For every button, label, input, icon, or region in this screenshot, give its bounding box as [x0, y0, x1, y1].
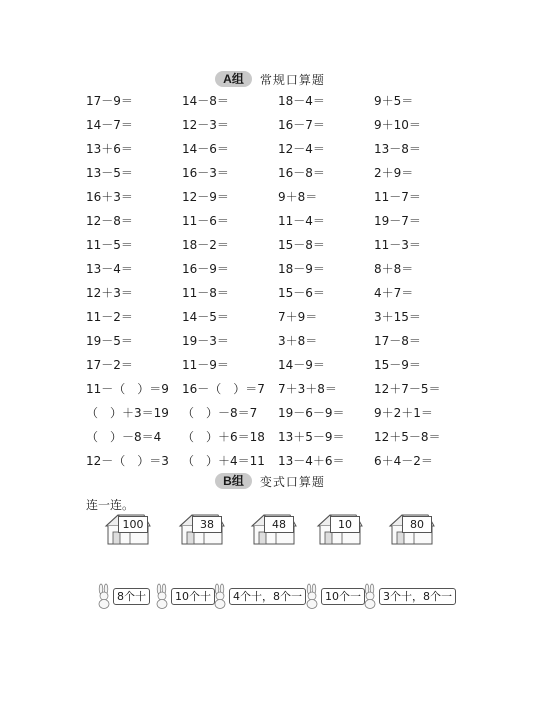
math-problem: 11－4＝ — [278, 213, 325, 228]
math-problem: 11－9＝ — [182, 357, 229, 372]
math-problem: 19－6－9＝ — [278, 405, 345, 420]
rabbit-card — [304, 583, 365, 609]
house — [250, 512, 296, 546]
house — [104, 512, 150, 546]
math-problem: 17－2＝ — [86, 357, 133, 372]
math-problem: 15－6＝ — [278, 285, 325, 300]
card-label: 10个十 — [171, 588, 215, 605]
section-a-badge: A组 — [215, 71, 252, 87]
rabbit-icon — [212, 583, 228, 609]
math-problem: 9＋8＝ — [278, 189, 318, 204]
math-problem: 12－（ ）＝3 — [86, 453, 169, 468]
math-problem: 3＋8＝ — [278, 333, 318, 348]
math-problem: （ ）－8＝4 — [86, 429, 162, 444]
house-number: 80 — [402, 516, 432, 533]
house-row — [104, 512, 464, 548]
house-number: 38 — [192, 516, 222, 533]
math-problem: 14－7＝ — [86, 117, 133, 132]
math-problem: 3＋15＝ — [374, 309, 421, 324]
house — [316, 512, 362, 546]
math-problem: 11－5＝ — [86, 237, 133, 252]
card-label: 4个十，8个一 — [229, 588, 306, 605]
math-problem: 2＋9＝ — [374, 165, 414, 180]
math-problem: 12－9＝ — [182, 189, 229, 204]
math-problem: 9＋10＝ — [374, 117, 421, 132]
math-problem: 11－7＝ — [374, 189, 421, 204]
problem-grid — [86, 88, 466, 472]
math-problem: 19－7＝ — [374, 213, 421, 228]
math-problem: 11－（ ）＝9 — [86, 381, 169, 396]
math-problem: 12＋7－5＝ — [374, 381, 441, 396]
math-problem: 9＋5＝ — [374, 93, 414, 108]
math-problem: 14－5＝ — [182, 309, 229, 324]
math-problem: 16－8＝ — [278, 165, 325, 180]
rabbit-card — [212, 583, 306, 609]
rabbit-card — [362, 583, 456, 609]
rabbit-icon — [304, 583, 320, 609]
section-b-header — [0, 472, 540, 490]
math-problem: 9＋2＋1＝ — [374, 405, 433, 420]
math-problem: 13－8＝ — [374, 141, 421, 156]
math-problem: 13＋6＝ — [86, 141, 133, 156]
math-problem: 16－7＝ — [278, 117, 325, 132]
math-problem: 8＋8＝ — [374, 261, 414, 276]
rabbit-icon — [96, 583, 112, 609]
math-problem: 16－3＝ — [182, 165, 229, 180]
section-a-title: 常规口算题 — [259, 72, 325, 87]
house — [178, 512, 224, 546]
math-problem: 11－6＝ — [182, 213, 229, 228]
math-problem: 12＋5－8＝ — [374, 429, 441, 444]
math-problem: （ ）＋6＝18 — [182, 429, 265, 444]
math-problem: 19－5＝ — [86, 333, 133, 348]
card-label: 10个一 — [321, 588, 365, 605]
math-problem: 15－8＝ — [278, 237, 325, 252]
math-problem: 17－8＝ — [374, 333, 421, 348]
section-b-title: 变式口算题 — [259, 474, 325, 489]
math-problem: 12－4＝ — [278, 141, 325, 156]
math-problem: 13＋5－9＝ — [278, 429, 345, 444]
math-problem: （ ）－8＝7 — [182, 405, 258, 420]
math-problem: 19－3＝ — [182, 333, 229, 348]
math-problem: 7＋3＋8＝ — [278, 381, 337, 396]
rabbit-card-row — [96, 583, 456, 609]
math-problem: 14－9＝ — [278, 357, 325, 372]
rabbit-card — [154, 583, 215, 609]
house-number: 10 — [330, 516, 360, 533]
math-problem: 12＋3＝ — [86, 285, 133, 300]
math-problem: 15－9＝ — [374, 357, 421, 372]
math-problem: 17－9＝ — [86, 93, 133, 108]
math-problem: 11－2＝ — [86, 309, 133, 324]
math-problem: 16－（ ）＝7 — [182, 381, 265, 396]
section-a-header — [0, 70, 540, 88]
math-problem: 13－4＋6＝ — [278, 453, 345, 468]
math-problem: 13－5＝ — [86, 165, 133, 180]
house — [388, 512, 434, 546]
math-problem: 16－9＝ — [182, 261, 229, 276]
math-problem: 13－4＝ — [86, 261, 133, 276]
math-problem: 6＋4－2＝ — [374, 453, 433, 468]
math-problem: （ ）＋4＝11 — [182, 453, 265, 468]
math-problem: （ ）＋3＝19 — [86, 405, 169, 420]
rabbit-icon — [362, 583, 378, 609]
math-problem: 12－3＝ — [182, 117, 229, 132]
math-problem: 18－9＝ — [278, 261, 325, 276]
math-problem: 18－4＝ — [278, 93, 325, 108]
math-problem: 11－3＝ — [374, 237, 421, 252]
rabbit-card — [96, 583, 150, 609]
math-problem: 14－8＝ — [182, 93, 229, 108]
math-problem: 11－8＝ — [182, 285, 229, 300]
rabbit-icon — [154, 583, 170, 609]
math-problem: 7＋9＝ — [278, 309, 318, 324]
instruction-text: 连一连。 — [86, 498, 135, 512]
math-problem: 4＋7＝ — [374, 285, 414, 300]
house-number: 48 — [264, 516, 294, 533]
math-problem: 14－6＝ — [182, 141, 229, 156]
math-problem: 12－8＝ — [86, 213, 133, 228]
card-label: 3个十，8个一 — [379, 588, 456, 605]
math-problem: 18－2＝ — [182, 237, 229, 252]
section-b-badge: B组 — [215, 473, 252, 489]
math-problem: 16＋3＝ — [86, 189, 133, 204]
house-number: 100 — [118, 516, 148, 533]
card-label: 8个十 — [113, 588, 150, 605]
